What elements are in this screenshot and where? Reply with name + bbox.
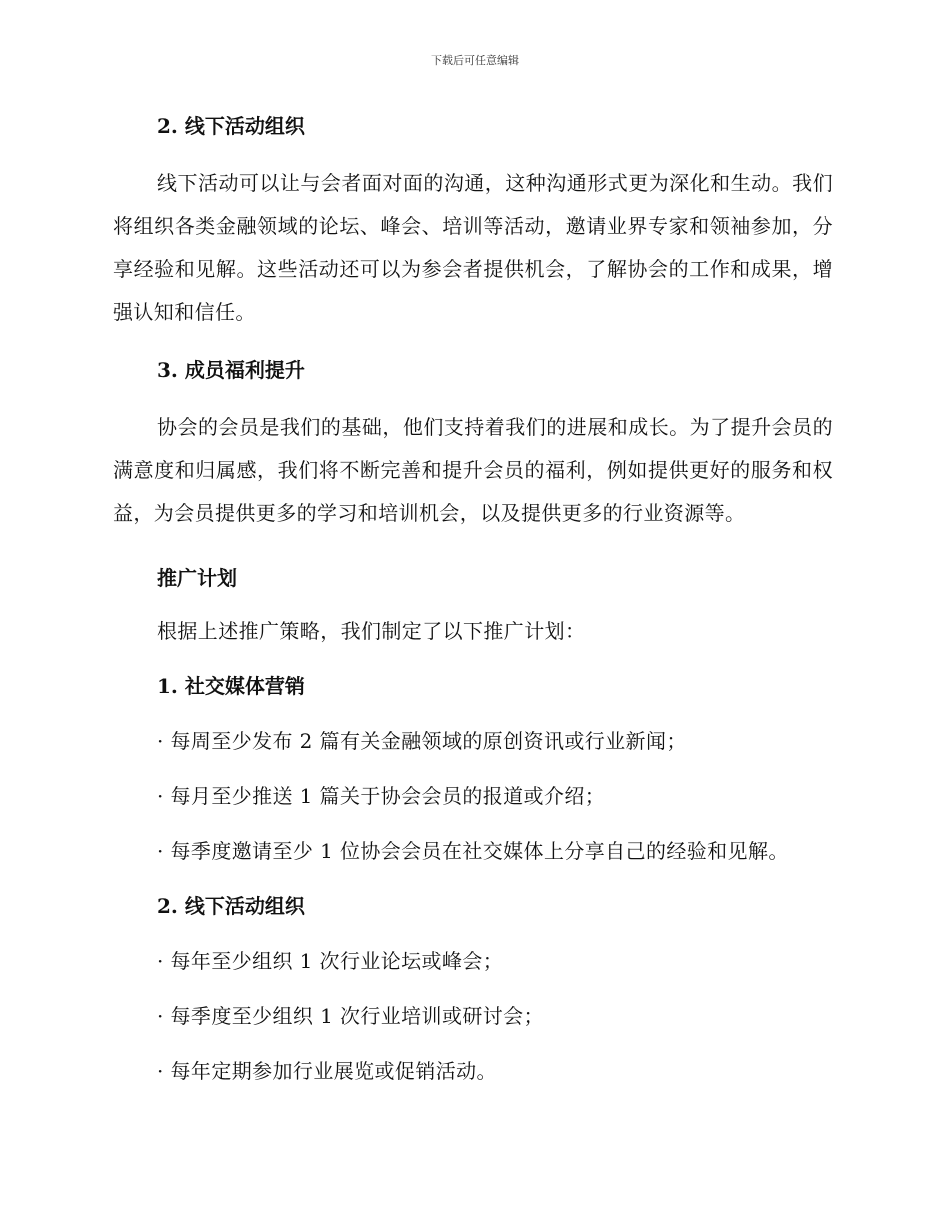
list-item: · 每季度邀请至少 1 位协会会员在社交媒体上分享自己的经验和见解。 [157, 839, 789, 863]
plan-social-heading: 1. 社交媒体营销 [157, 674, 305, 698]
document-body [113, 110, 833, 1087]
list-item: · 每周至少发布 2 篇有关金融领域的原创资讯或行业新闻； [157, 729, 687, 753]
list-item: · 每月至少推送 1 篇关于协会会员的报道或介绍； [157, 784, 606, 808]
section-paragraph-offline: 线下活动可以让与会者面对面的沟通，这种沟通形式更为深化和生动。我们将组织各类金融领域的论坛、峰会、培训等活动，邀请业界专家和领袖参加，分享经验和见解。这些活动还可以为参会者提供机会，了解协会的工作和成果，增强认知和信任。 [113, 171, 833, 324]
section-heading-benefits: 3. 成员福利提升 [157, 358, 305, 382]
plan-offline-heading: 2. 线下活动组织 [157, 894, 305, 918]
list-item: · 每年定期参加行业展览或促销活动。 [157, 1059, 497, 1083]
list-item: · 每季度至少组织 1 次行业培训或研讨会； [157, 1004, 544, 1028]
section-heading-offline: 2. 线下活动组织 [157, 114, 305, 138]
plan-intro: 根据上述推广策略，我们制定了以下推广计划： [157, 619, 586, 643]
page-header: 下载后可任意编辑 [431, 54, 519, 67]
section-paragraph-benefits: 协会的会员是我们的基础，他们支持着我们的进展和成长。为了提升会员的满意度和归属感，我们将不断完善和提升会员的福利，例如提供更好的服务和权益，为会员提供更多的学习和培训机会，以及提供更多的行业资源等。 [113, 415, 833, 525]
plan-heading: 推广计划 [157, 566, 237, 590]
list-item: · 每年至少组织 1 次行业论坛或峰会； [157, 949, 504, 973]
